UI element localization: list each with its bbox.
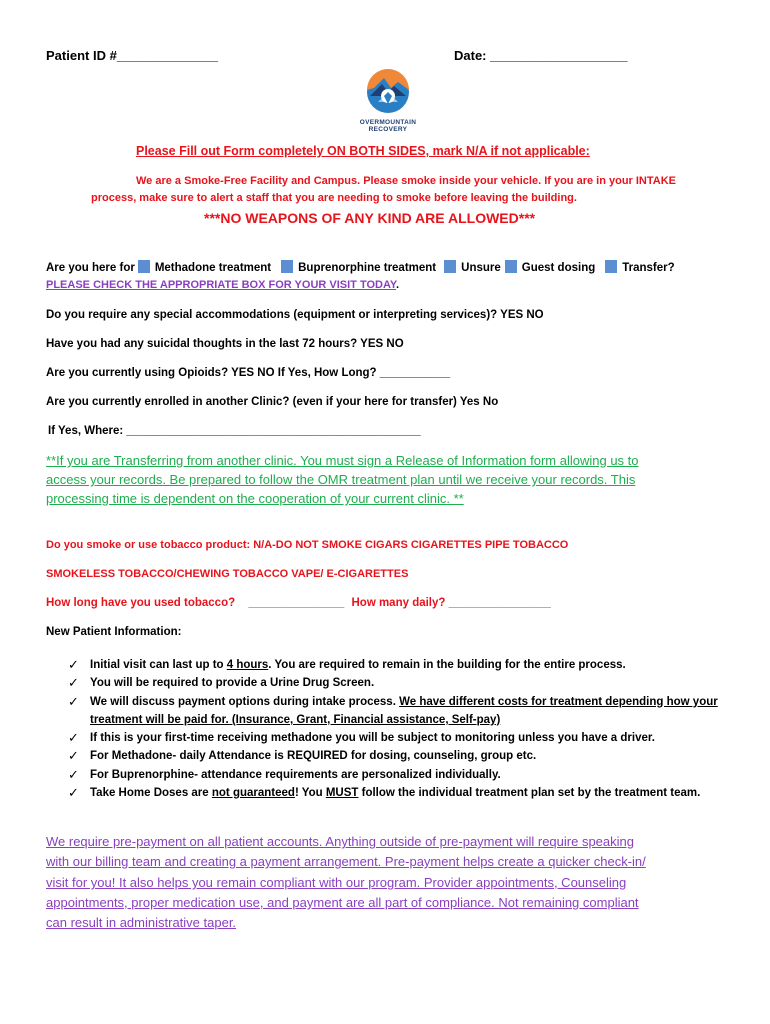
payment-note-line-2: with our billing team and creating a payment arrangement. Pre-payment helps create a quicker check-in/: [46, 854, 646, 869]
list-item: ✓ For Methadone- daily Attendance is REQUIRED for dosing, counseling, group etc.: [68, 747, 733, 765]
tobacco-how-long-field[interactable]: _______________: [248, 597, 345, 609]
check-icon: ✓: [68, 730, 79, 746]
check-box-note: PLEASE CHECK THE APPROPRIATE BOX FOR YOUR VISIT TODAY: [46, 279, 397, 291]
smoke-free-line-1: We are a Smoke-Free Facility and Campus. Please smoke inside your vehicle. If you are in your INTAKE: [136, 175, 677, 187]
transfer-note-line-2: access your records. Be prepared to follow the OMR treatment plan until we receive your records. This: [46, 472, 636, 487]
new-patient-heading: New Patient Information:: [46, 626, 182, 638]
tobacco-options-line-2[interactable]: SMOKELESS TOBACCO/CHEWING TOBACCO VAPE/ E-CIGARETTES: [46, 568, 409, 580]
new-patient-checklist: [68, 656, 733, 802]
methadone-checkbox[interactable]: [138, 260, 150, 273]
mountain-logo-icon: [348, 66, 428, 116]
check-box-note-row: PLEASE CHECK THE APPROPRIATE BOX FOR YOUR VISIT TODAY.: [46, 279, 400, 291]
list-item: ✓ We will discuss payment options during intake process. We have different costs for treatment depending how your treatment will be paid for. (Insurance, Grant, Financial assistance, Self-pay): [68, 693, 718, 726]
transfer-checkbox[interactable]: [605, 260, 617, 273]
check-icon: ✓: [68, 766, 79, 782]
fill-out-instruction: Please Fill out Form completely ON BOTH SIDES, mark N/A if not applicable:: [136, 144, 590, 158]
methadone-label: Methadone treatment: [154, 262, 272, 274]
enrolled-clinic-question[interactable]: Are you currently enrolled in another Clinic? (even if your here for transfer) Yes No: [46, 396, 499, 408]
check-icon: ✓: [68, 657, 79, 672]
unsure-label: Unsure: [461, 262, 501, 274]
buprenorphine-label: Buprenorphine treatment: [298, 262, 437, 274]
buprenorphine-checkbox[interactable]: [281, 260, 293, 273]
list-item: ✓ You will be required to provide a Urine Drug Screen.: [68, 674, 733, 692]
list-item: ✓ For Buprenorphine- attendance requirements are personalized individually.: [68, 766, 733, 784]
check-icon: ✓: [68, 693, 79, 709]
transfer-note-line-3: processing time is dependent on the cooperation of your current clinic. **: [46, 491, 464, 506]
guest-dosing-label: Guest dosing: [521, 262, 596, 274]
tobacco-how-many-label: How many daily?: [351, 597, 446, 609]
list-item: ✓ If this is your first-time receiving methadone you will be subject to monitoring unless you have a driver.: [68, 729, 733, 747]
accommodations-question[interactable]: Do you require any special accommodations (equipment or interpreting services)? YES NO: [46, 309, 544, 321]
payment-note-line-4: appointments, proper medication use, and payment are all part of compliance. Not remaining compliant: [46, 895, 639, 910]
patient-id-field[interactable]: Patient ID #______________: [46, 48, 219, 63]
opioids-question[interactable]: Are you currently using Opioids? YES NO If Yes, How Long? ___________: [46, 367, 451, 379]
visit-type-prompt: Are you here for: [46, 262, 135, 274]
logo-line-1: OVERMOUNTAIN: [359, 119, 417, 126]
list-item: ✓ Take Home Doses are not guaranteed! You MUST follow the individual treatment plan set by the treatment team.: [68, 784, 733, 802]
tobacco-use-question[interactable]: Do you smoke or use tobacco product: N/A-DO NOT SMOKE CIGARS CIGARETTES PIPE TOBACCO: [46, 539, 569, 551]
payment-note-line-3: visit for you! It also helps you remain compliant with our program. Provider appointments, Counseling: [46, 875, 627, 890]
date-field[interactable]: Date: ___________________: [454, 48, 628, 63]
check-icon: ✓: [68, 675, 79, 691]
transfer-label: Transfer?: [622, 262, 675, 274]
list-item: ✓ Initial visit can last up to 4 hours. You are required to remain in the building for the entire process.: [68, 656, 733, 674]
check-icon: ✓: [68, 748, 79, 764]
check-icon: ✓: [68, 785, 79, 801]
logo-line-2: RECOVERY: [368, 126, 408, 133]
transfer-note-line-1: **If you are Transferring from another clinic. You must sign a Release of Information form allowing us to: [46, 453, 639, 468]
visit-type-row: [46, 260, 675, 274]
overmountain-recovery-logo: [348, 66, 428, 132]
payment-note-line-1: We require pre-payment on all patient accounts. Anything outside of pre-payment will require speaking: [46, 834, 634, 849]
tobacco-how-many-field[interactable]: ________________: [448, 597, 551, 609]
payment-note-line-5: can result in administrative taper.: [46, 915, 237, 930]
smoke-free-line-2: process, make sure to alert a staff that you are needing to smoke before leaving the building.: [91, 192, 577, 204]
no-weapons-notice: ***NO WEAPONS OF ANY KIND ARE ALLOWED***: [204, 210, 536, 226]
guest-dosing-checkbox[interactable]: [505, 260, 517, 273]
suicidal-thoughts-question[interactable]: Have you had any suicidal thoughts in the last 72 hours? YES NO: [46, 338, 404, 350]
clinic-where-field[interactable]: If Yes, Where: ______________________________________________: [48, 425, 421, 437]
tobacco-duration-row: [46, 597, 551, 609]
unsure-checkbox[interactable]: [444, 260, 456, 273]
tobacco-how-long-label: How long have you used tobacco?: [46, 597, 236, 609]
